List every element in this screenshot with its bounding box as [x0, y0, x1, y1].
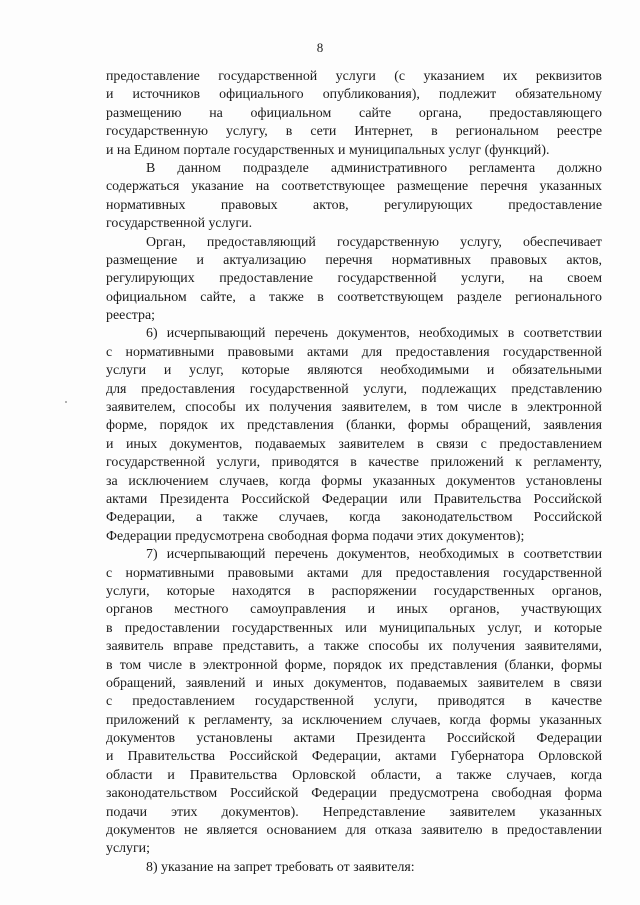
text-line: и Правительства Российской Федерации, актами Губернатора Орловской: [106, 749, 602, 765]
text-line: 6) исчерпывающий перечень документов, необходимых в соответствии: [146, 326, 602, 342]
text-line: 7) исчерпывающий перечень документов, необходимых в соответствии: [146, 547, 602, 563]
text-line: обращений, заявлений и иных документов, подаваемых заявителем в связи: [106, 675, 602, 691]
text-line: и источников официального опубликования), подлежит обязательному: [106, 87, 602, 103]
text-line: органов местного самоуправления и иных органов, участвующих: [106, 602, 602, 618]
text-line: приложений к регламенту, за исключением случаев, когда формы указанных: [106, 712, 602, 728]
text-line: подачи этих документов). Непредставление заявителем указанных: [106, 804, 602, 820]
text-line: документов не является основанием для отказа заявителю в предоставлении: [106, 823, 602, 839]
text-line: 8) указание на запрет требовать от заявителя:: [146, 859, 415, 875]
text-line: размещение и актуализацию перечня нормативных правовых актов,: [106, 252, 602, 268]
text-line: документов установлены актами Президента Российской Федерации: [106, 731, 602, 747]
paragraph: [106, 68, 602, 160]
paragraph: [106, 546, 602, 859]
paragraph: [106, 234, 602, 326]
text-line: государственной услуги, приводятся в качестве приложений к регламенту,: [106, 455, 602, 471]
text-line: с предоставлением государственной услуги, приводятся в качестве: [106, 694, 602, 710]
page-number: 8: [316, 40, 324, 55]
text-line: Орган, предоставляющий государственную услугу, обеспечивает: [146, 234, 602, 250]
text-line: заявитель вправе представить, а также способы их получения заявителями,: [106, 639, 602, 655]
text-line: с нормативными правовыми актами для предоставления государственной: [106, 344, 602, 360]
text-line: Федерации, а также случаев, когда законодательством Российской: [106, 510, 602, 526]
text-line: законодательством Российской Федерации предусмотрена свободная форма: [106, 786, 602, 802]
text-line: в предоставлении государственных или муниципальных услуг, и которые: [106, 620, 602, 636]
text-line: услуги и услуг, которые являются необходимыми и обязательными: [106, 363, 602, 379]
text-line: и иных документов, подаваемых заявителем в связи с предоставлением: [106, 436, 602, 452]
text-line: для предоставления государственной услуги, подлежащих представлению: [106, 381, 602, 397]
text-line: предоставление государственной услуги (с указанием их реквизитов: [106, 69, 602, 84]
text-line: актами Президента Российской Федерации или Правительства Российской: [106, 491, 602, 507]
document-body: [106, 68, 602, 877]
text-line: заявителем, способы их получения заявителем, в том числе в электронной: [106, 400, 602, 416]
text-line: в том числе в электронной форме, порядок их представления (бланки, формы: [106, 657, 602, 673]
text-line: услуги;: [106, 841, 150, 857]
text-line: государственной услуги.: [106, 216, 253, 232]
text-line: области и Правительства Орловской области, а также случаев, когда: [106, 767, 602, 783]
text-line: форме, порядок их представления (бланки, формы обращений, заявления: [106, 418, 602, 434]
text-line: официальном сайте, а также в соответствующем разделе регионального: [106, 289, 602, 305]
text-line: реестра;: [106, 308, 155, 324]
text-line: В данном подразделе административного регламента должно: [146, 160, 602, 176]
text-line: нормативных правовых актов, регулирующих предоставление: [106, 197, 602, 213]
text-line: размещению на официальном сайте органа, предоставляющего: [106, 105, 602, 121]
text-line: услуги, которые находятся в распоряжении государственных органов,: [106, 583, 602, 599]
paragraph: [106, 160, 602, 234]
text-line: Федерации предусмотрена свободная форма подачи этих документов);: [106, 528, 525, 544]
text-line: содержаться указание на соответствующее размещение перечня указанных: [106, 179, 602, 195]
text-line: за исключением случаев, когда формы указанных документов установлены: [106, 473, 602, 489]
text-line: регулирующих предоставление государственной услуги, на своем: [106, 271, 602, 287]
text-line: государственную услугу, в сети Интернет, в региональном реестре: [106, 124, 602, 140]
text-line: и на Едином портале государственных и муниципальных услуг (функций).: [106, 142, 550, 158]
paragraph: [106, 859, 602, 877]
scan-speck: [65, 401, 67, 403]
text-line: с нормативными правовыми актами для предоставления государственной: [106, 565, 602, 581]
paragraph: [106, 325, 602, 546]
